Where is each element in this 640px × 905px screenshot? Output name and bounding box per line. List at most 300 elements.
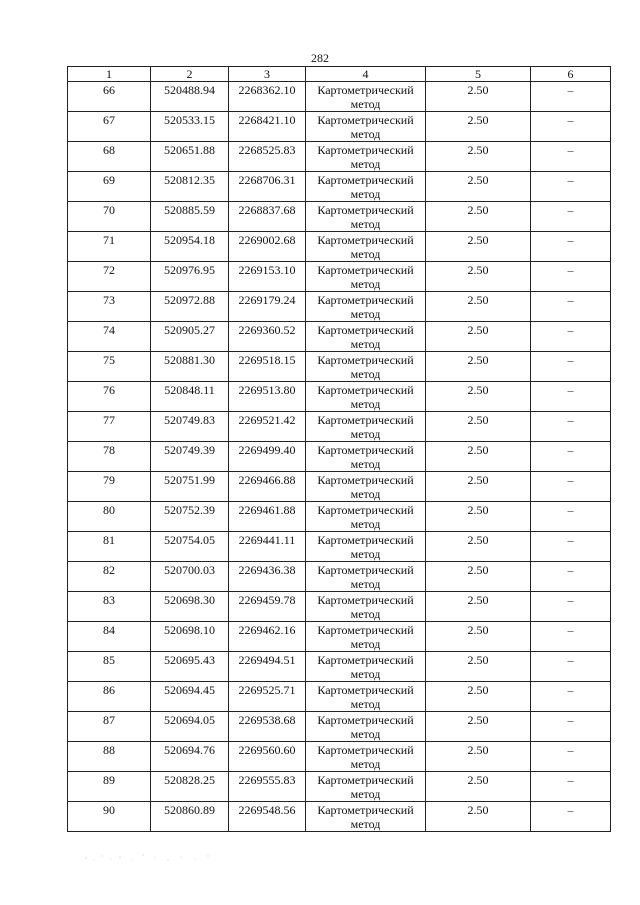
column-header-point-number: 1 <box>68 67 151 82</box>
cell-y-coordinate-text: 2269153.10 <box>238 263 296 277</box>
cell-accuracy-text: 2.50 <box>467 83 489 97</box>
cell-accuracy <box>426 622 531 652</box>
cell-accuracy-text: 2.50 <box>467 623 489 637</box>
table-row <box>68 262 611 292</box>
cell-accuracy <box>426 202 531 232</box>
cell-point-number-text: 77 <box>103 413 115 427</box>
table-row <box>68 352 611 382</box>
cell-method-text: Картометрический метод <box>317 443 414 471</box>
cell-y-coordinate-text: 2268837.68 <box>238 203 296 217</box>
cell-point-number <box>68 82 151 112</box>
cell-accuracy-text: 2.50 <box>467 383 489 397</box>
cell-note-text: – <box>567 743 574 757</box>
cell-note-text: – <box>567 653 574 667</box>
cell-accuracy-text: 2.50 <box>467 293 489 307</box>
cell-x-coordinate-text: 520698.30 <box>164 593 215 607</box>
cell-note-text: – <box>567 353 574 367</box>
coordinates-table <box>67 66 611 832</box>
cell-note <box>531 322 611 352</box>
cell-note-text: – <box>567 623 574 637</box>
table-header-row <box>68 67 611 82</box>
cell-point-number-text: 68 <box>103 143 115 157</box>
cell-y-coordinate <box>229 742 306 772</box>
cell-accuracy <box>426 142 531 172</box>
cell-method <box>306 682 426 712</box>
cell-y-coordinate-text: 2269525.71 <box>238 683 296 697</box>
table-row <box>68 382 611 412</box>
cell-x-coordinate <box>151 262 229 292</box>
cell-x-coordinate-text: 520488.94 <box>164 83 215 97</box>
cell-point-number-text: 75 <box>103 353 115 367</box>
cell-y-coordinate-text: 2269494.51 <box>238 653 296 667</box>
cell-x-coordinate <box>151 442 229 472</box>
cell-accuracy-text: 2.50 <box>467 563 489 577</box>
cell-method <box>306 442 426 472</box>
table-row <box>68 82 611 112</box>
cell-point-number <box>68 172 151 202</box>
cell-y-coordinate-text: 2269002.68 <box>238 233 296 247</box>
cell-accuracy-text: 2.50 <box>467 233 489 247</box>
table-row <box>68 652 611 682</box>
cell-accuracy-text: 2.50 <box>467 713 489 727</box>
cell-point-number-text: 87 <box>103 713 115 727</box>
cell-note <box>531 382 611 412</box>
cell-accuracy <box>426 472 531 502</box>
cell-note-text: – <box>567 203 574 217</box>
cell-method-text: Картометрический метод <box>317 713 414 741</box>
cell-point-number-text: 71 <box>103 233 115 247</box>
cell-note-text: – <box>567 83 574 97</box>
cell-point-number <box>68 472 151 502</box>
cell-y-coordinate-text: 2269441.11 <box>238 533 296 547</box>
table-row <box>68 742 611 772</box>
cell-point-number <box>68 502 151 532</box>
cell-note-text: – <box>567 293 574 307</box>
cell-accuracy-text: 2.50 <box>467 443 489 457</box>
cell-y-coordinate <box>229 442 306 472</box>
cell-point-number <box>68 592 151 622</box>
cell-x-coordinate <box>151 172 229 202</box>
cell-point-number-text: 66 <box>103 83 115 97</box>
cell-note <box>531 802 611 832</box>
cell-point-number-text: 89 <box>103 773 115 787</box>
cell-accuracy <box>426 442 531 472</box>
cell-y-coordinate <box>229 622 306 652</box>
cell-x-coordinate <box>151 412 229 442</box>
cell-accuracy <box>426 502 531 532</box>
cell-method-text: Картометрический метод <box>317 143 414 171</box>
cell-accuracy-text: 2.50 <box>467 173 489 187</box>
cell-method <box>306 712 426 742</box>
cell-method <box>306 592 426 622</box>
cell-note-text: – <box>567 593 574 607</box>
cell-method-text: Картометрический метод <box>317 323 414 351</box>
cell-point-number <box>68 652 151 682</box>
cell-accuracy-text: 2.50 <box>467 743 489 757</box>
table-row <box>68 112 611 142</box>
cell-method <box>306 262 426 292</box>
cell-accuracy-text: 2.50 <box>467 653 489 667</box>
cell-point-number <box>68 712 151 742</box>
cell-method <box>306 232 426 262</box>
cell-y-coordinate-text: 2269360.52 <box>238 323 296 337</box>
cell-x-coordinate-text: 520695.43 <box>164 653 215 667</box>
cell-point-number <box>68 532 151 562</box>
cell-point-number <box>68 262 151 292</box>
cell-x-coordinate <box>151 712 229 742</box>
cell-x-coordinate <box>151 772 229 802</box>
table-row <box>68 502 611 532</box>
cell-note <box>531 172 611 202</box>
cell-x-coordinate-text: 520954.18 <box>164 233 215 247</box>
cell-y-coordinate-text: 2269461.88 <box>238 503 296 517</box>
cell-x-coordinate <box>151 742 229 772</box>
cell-note <box>531 442 611 472</box>
cell-note <box>531 202 611 232</box>
cell-note <box>531 232 611 262</box>
cell-y-coordinate <box>229 352 306 382</box>
cell-accuracy <box>426 652 531 682</box>
cell-point-number-text: 86 <box>103 683 115 697</box>
page-number: 282 <box>311 51 329 65</box>
cell-x-coordinate-text: 520749.83 <box>164 413 215 427</box>
cell-point-number <box>68 562 151 592</box>
cell-method-text: Картометрический метод <box>317 743 414 771</box>
cell-method <box>306 142 426 172</box>
cell-x-coordinate-text: 520694.05 <box>164 713 215 727</box>
cell-point-number <box>68 322 151 352</box>
cell-note <box>531 292 611 322</box>
cell-y-coordinate <box>229 472 306 502</box>
cell-accuracy-text: 2.50 <box>467 533 489 547</box>
cell-x-coordinate <box>151 682 229 712</box>
cell-point-number <box>68 622 151 652</box>
cell-accuracy-text: 2.50 <box>467 113 489 127</box>
table-row <box>68 442 611 472</box>
cell-x-coordinate <box>151 502 229 532</box>
cell-point-number-text: 84 <box>103 623 115 637</box>
table-row <box>68 172 611 202</box>
cell-accuracy <box>426 172 531 202</box>
cell-x-coordinate <box>151 82 229 112</box>
cell-x-coordinate <box>151 592 229 622</box>
cell-accuracy <box>426 742 531 772</box>
cell-x-coordinate <box>151 802 229 832</box>
cell-note-text: – <box>567 113 574 127</box>
table-row <box>68 532 611 562</box>
table-row <box>68 202 611 232</box>
cell-x-coordinate-text: 520972.88 <box>164 293 215 307</box>
cell-point-number-text: 79 <box>103 473 115 487</box>
cell-x-coordinate-text: 520700.03 <box>164 563 215 577</box>
cell-accuracy <box>426 562 531 592</box>
cell-note <box>531 262 611 292</box>
cell-y-coordinate <box>229 772 306 802</box>
cell-y-coordinate-text: 2269548.56 <box>238 803 296 817</box>
cell-method-text: Картометрический метод <box>317 203 414 231</box>
cell-method-text: Картометрический метод <box>317 593 414 621</box>
cell-note <box>531 682 611 712</box>
cell-y-coordinate-text: 2269518.15 <box>238 353 296 367</box>
cell-method <box>306 172 426 202</box>
cell-y-coordinate <box>229 502 306 532</box>
cell-accuracy-text: 2.50 <box>467 143 489 157</box>
cell-point-number <box>68 412 151 442</box>
cell-method-text: Картометрический метод <box>317 653 414 681</box>
cell-note <box>531 82 611 112</box>
cell-note-text: – <box>567 773 574 787</box>
cell-point-number-text: 90 <box>103 803 115 817</box>
cell-x-coordinate <box>151 232 229 262</box>
table-row <box>68 712 611 742</box>
table-row <box>68 682 611 712</box>
cell-accuracy <box>426 112 531 142</box>
cell-method <box>306 352 426 382</box>
column-header-x: 2 <box>151 67 229 82</box>
cell-method-text: Картометрический метод <box>317 263 414 291</box>
cell-x-coordinate <box>151 352 229 382</box>
cell-method-text: Картометрический метод <box>317 413 414 441</box>
cell-y-coordinate <box>229 232 306 262</box>
cell-y-coordinate-text: 2269462.16 <box>238 623 296 637</box>
cell-x-coordinate <box>151 322 229 352</box>
cell-method-text: Картометрический метод <box>317 683 414 711</box>
cell-accuracy <box>426 262 531 292</box>
cell-note-text: – <box>567 233 574 247</box>
cell-y-coordinate <box>229 142 306 172</box>
cell-method <box>306 772 426 802</box>
cell-method-text: Картометрический метод <box>317 623 414 651</box>
table-row <box>68 472 611 502</box>
cell-note-text: – <box>567 503 574 517</box>
cell-point-number <box>68 742 151 772</box>
cell-accuracy-text: 2.50 <box>467 473 489 487</box>
cell-accuracy <box>426 82 531 112</box>
cell-method-text: Картометрический метод <box>317 83 414 111</box>
cell-point-number-text: 72 <box>103 263 115 277</box>
table-body <box>68 82 611 832</box>
column-header-accuracy: 5 <box>426 67 531 82</box>
cell-y-coordinate-text: 2268706.31 <box>238 173 296 187</box>
cell-point-number-text: 88 <box>103 743 115 757</box>
cell-x-coordinate-text: 520860.89 <box>164 803 215 817</box>
cell-accuracy-text: 2.50 <box>467 773 489 787</box>
table-row <box>68 322 611 352</box>
cell-point-number-text: 81 <box>103 533 115 547</box>
cell-x-coordinate-text: 520848.11 <box>164 383 215 397</box>
table-row <box>68 622 611 652</box>
table-row <box>68 412 611 442</box>
table-row <box>68 562 611 592</box>
cell-method <box>306 292 426 322</box>
cell-y-coordinate <box>229 112 306 142</box>
cell-note <box>531 502 611 532</box>
cell-y-coordinate <box>229 382 306 412</box>
cell-x-coordinate <box>151 112 229 142</box>
cell-point-number <box>68 292 151 322</box>
cell-x-coordinate-text: 520828.25 <box>164 773 215 787</box>
cell-method-text: Картометрический метод <box>317 233 414 261</box>
cell-y-coordinate <box>229 82 306 112</box>
cell-method <box>306 82 426 112</box>
table-row <box>68 142 611 172</box>
table-row <box>68 232 611 262</box>
cell-x-coordinate <box>151 622 229 652</box>
cell-y-coordinate-text: 2269179.24 <box>238 293 296 307</box>
cell-note-text: – <box>567 443 574 457</box>
cell-method-text: Картометрический метод <box>317 803 414 831</box>
cell-method <box>306 562 426 592</box>
cell-y-coordinate-text: 2269560.60 <box>238 743 296 757</box>
cell-note <box>531 562 611 592</box>
column-header-note: 6 <box>531 67 611 82</box>
column-header-method: 4 <box>306 67 426 82</box>
cell-point-number-text: 73 <box>103 293 115 307</box>
cell-x-coordinate <box>151 562 229 592</box>
cell-note-text: – <box>567 563 574 577</box>
cell-note-text: – <box>567 533 574 547</box>
cell-point-number <box>68 682 151 712</box>
cell-point-number <box>68 202 151 232</box>
cell-accuracy <box>426 292 531 322</box>
column-header-y: 3 <box>229 67 306 82</box>
cell-note <box>531 742 611 772</box>
cell-method <box>306 412 426 442</box>
cell-note-text: – <box>567 323 574 337</box>
cell-accuracy <box>426 382 531 412</box>
cell-accuracy <box>426 352 531 382</box>
cell-method <box>306 502 426 532</box>
cell-y-coordinate-text: 2269459.78 <box>238 593 296 607</box>
cell-x-coordinate-text: 520749.39 <box>164 443 215 457</box>
cell-method <box>306 382 426 412</box>
cell-x-coordinate <box>151 142 229 172</box>
cell-x-coordinate-text: 520651.88 <box>164 143 215 157</box>
cell-accuracy-text: 2.50 <box>467 263 489 277</box>
cell-method <box>306 622 426 652</box>
cell-point-number-text: 83 <box>103 593 115 607</box>
cell-point-number <box>68 772 151 802</box>
cell-method-text: Картометрический метод <box>317 563 414 591</box>
cell-point-number-text: 70 <box>103 203 115 217</box>
cell-note <box>531 652 611 682</box>
cell-accuracy <box>426 682 531 712</box>
cell-y-coordinate <box>229 682 306 712</box>
cell-x-coordinate-text: 520752.39 <box>164 503 215 517</box>
cell-y-coordinate-text: 2269521.42 <box>238 413 296 427</box>
cell-x-coordinate <box>151 292 229 322</box>
cell-note-text: – <box>567 383 574 397</box>
cell-method-text: Картометрический метод <box>317 473 414 501</box>
cell-y-coordinate <box>229 532 306 562</box>
cell-note-text: – <box>567 263 574 277</box>
cell-y-coordinate-text: 2269538.68 <box>238 713 296 727</box>
cell-accuracy-text: 2.50 <box>467 323 489 337</box>
cell-accuracy <box>426 772 531 802</box>
cell-x-coordinate <box>151 472 229 502</box>
cell-method-text: Картометрический метод <box>317 353 414 381</box>
cell-note <box>531 112 611 142</box>
cell-y-coordinate <box>229 652 306 682</box>
cell-method <box>306 112 426 142</box>
table-row <box>68 592 611 622</box>
cell-x-coordinate <box>151 382 229 412</box>
cell-method-text: Картометрический метод <box>317 113 414 141</box>
cell-accuracy-text: 2.50 <box>467 593 489 607</box>
cell-point-number <box>68 232 151 262</box>
cell-point-number <box>68 352 151 382</box>
cell-point-number-text: 69 <box>103 173 115 187</box>
cell-y-coordinate <box>229 172 306 202</box>
cell-accuracy <box>426 412 531 442</box>
cell-x-coordinate-text: 520694.45 <box>164 683 215 697</box>
cell-point-number-text: 82 <box>103 563 115 577</box>
cell-x-coordinate-text: 520754.05 <box>164 533 215 547</box>
cell-method <box>306 472 426 502</box>
cell-point-number-text: 76 <box>103 383 115 397</box>
cell-method-text: Картометрический метод <box>317 383 414 411</box>
cell-point-number <box>68 382 151 412</box>
cell-y-coordinate-text: 2269466.88 <box>238 473 296 487</box>
cell-accuracy <box>426 592 531 622</box>
cell-x-coordinate-text: 520885.59 <box>164 203 215 217</box>
cell-accuracy <box>426 232 531 262</box>
cell-note-text: – <box>567 143 574 157</box>
cell-x-coordinate-text: 520812.35 <box>164 173 215 187</box>
cell-note-text: – <box>567 803 574 817</box>
cell-y-coordinate <box>229 292 306 322</box>
cell-note <box>531 772 611 802</box>
cell-note <box>531 592 611 622</box>
cell-point-number-text: 80 <box>103 503 115 517</box>
cell-y-coordinate <box>229 202 306 232</box>
cell-method <box>306 532 426 562</box>
cell-method <box>306 202 426 232</box>
cell-accuracy <box>426 322 531 352</box>
cell-x-coordinate-text: 520533.15 <box>164 113 215 127</box>
cell-note <box>531 472 611 502</box>
cell-y-coordinate-text: 2269499.40 <box>238 443 296 457</box>
cell-accuracy-text: 2.50 <box>467 683 489 697</box>
cell-method-text: Картометрический метод <box>317 173 414 201</box>
cell-method-text: Картометрический метод <box>317 773 414 801</box>
cell-x-coordinate-text: 520881.30 <box>164 353 215 367</box>
cell-y-coordinate <box>229 562 306 592</box>
cell-accuracy-text: 2.50 <box>467 353 489 367</box>
cell-y-coordinate-text: 2268421.10 <box>238 113 296 127</box>
cell-x-coordinate <box>151 652 229 682</box>
cell-y-coordinate-text: 2269555.83 <box>238 773 296 787</box>
cell-note <box>531 352 611 382</box>
cell-point-number-text: 67 <box>103 113 115 127</box>
cell-method-text: Картометрический метод <box>317 503 414 531</box>
cell-note <box>531 412 611 442</box>
cell-method-text: Картометрический метод <box>317 293 414 321</box>
cell-accuracy-text: 2.50 <box>467 803 489 817</box>
table-row <box>68 292 611 322</box>
cell-note-text: – <box>567 173 574 187</box>
cell-y-coordinate <box>229 712 306 742</box>
cell-x-coordinate-text: 520698.10 <box>164 623 215 637</box>
cell-note-text: – <box>567 413 574 427</box>
table-row <box>68 772 611 802</box>
cell-point-number <box>68 112 151 142</box>
cell-note-text: – <box>567 683 574 697</box>
cell-x-coordinate-text: 520694.76 <box>164 743 215 757</box>
cell-y-coordinate <box>229 322 306 352</box>
scan-artifact <box>80 848 230 866</box>
cell-x-coordinate-text: 520751.99 <box>164 473 215 487</box>
